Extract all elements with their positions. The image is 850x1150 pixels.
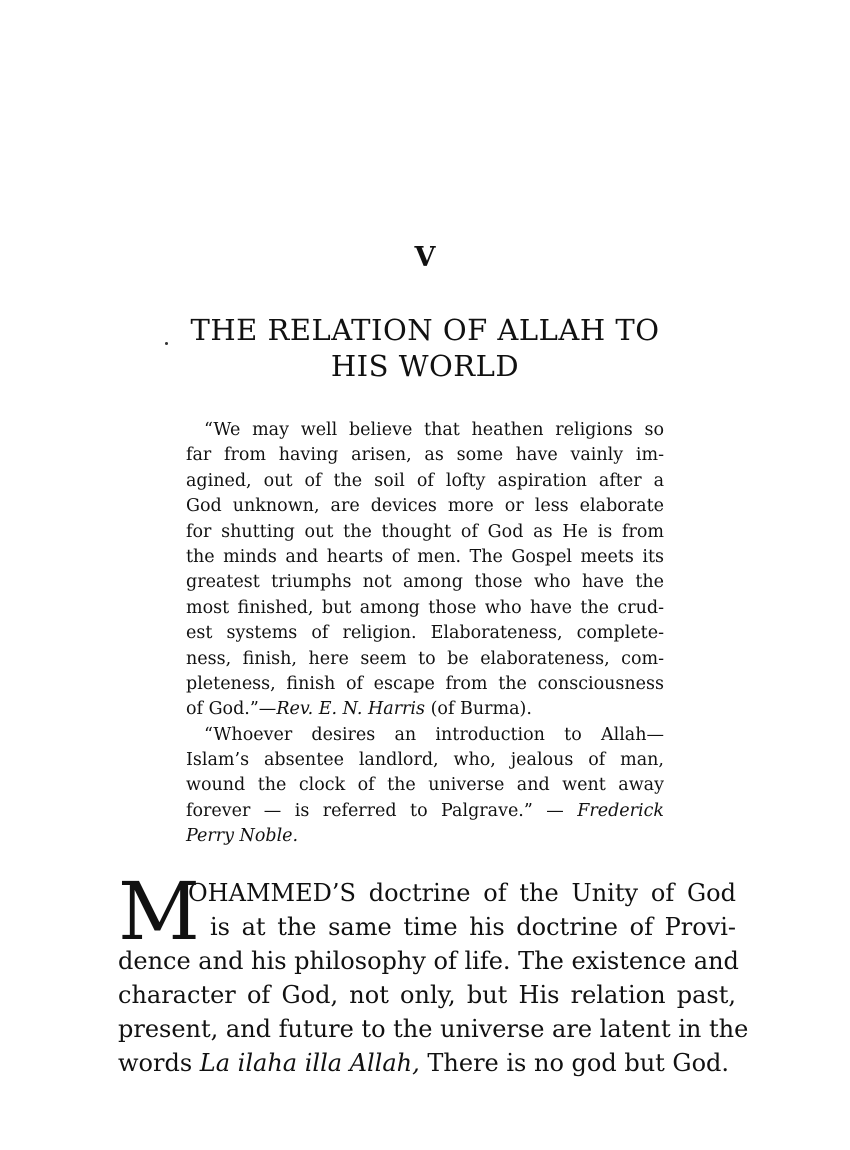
epigraph-attribution-line <box>186 799 664 824</box>
epigraph-line: “We may well believe that heathen religions so <box>204 420 664 440</box>
epigraph-author: Perry Noble. <box>186 826 299 847</box>
epigraph-line: God unknown, are devices more or less elaborate <box>186 496 664 517</box>
epigraph-line: Islam’s absentee landlord, who, jealous of man, <box>186 750 664 771</box>
epigraph-block <box>186 418 664 850</box>
epigraph-line: the minds and hearts of men. The Gospel meets its <box>186 546 664 567</box>
body-line: OHAMMED’S doctrine of the Unity of God <box>188 879 736 907</box>
chapter-number: V <box>414 242 436 273</box>
body-line: dence and his philosophy of life. The existence and <box>118 947 739 975</box>
epigraph-attribution-line <box>186 824 664 849</box>
drop-cap: M <box>118 865 200 958</box>
epigraph-attribution-line <box>186 697 664 722</box>
body-line: character of God, not only, but His relation past, <box>118 981 736 1009</box>
epigraph-line: “Whoever desires an introduction to Allah— <box>204 724 664 745</box>
body-paragraph <box>118 865 749 1080</box>
body-line: present, and future to the universe are latent in the <box>118 1015 749 1043</box>
epigraph-line: greatest triumphs not among those who have the <box>186 572 664 593</box>
epigraph-line: wound the clock of the universe and went away <box>186 775 664 796</box>
epigraph-author: Frederick <box>577 800 664 821</box>
body-text: words <box>118 1049 200 1077</box>
epigraph-line: far from having arisen, as some have vainly im- <box>186 445 664 466</box>
epigraph-line: pleteness, finish of escape from the consciousness <box>186 673 664 694</box>
body-line: is at the same time his doctrine of Provi- <box>210 913 736 941</box>
chapter-title-line-2: HIS WORLD <box>330 349 520 383</box>
epigraph-author: Rev. E. N. Harris <box>276 699 426 720</box>
chapter-title-line-1: THE RELATION OF ALLAH TO <box>190 313 660 347</box>
epigraph-text: forever — is referred to Palgrave.” — <box>186 800 578 821</box>
epigraph-line: for shutting out the thought of God as He is from <box>186 521 664 542</box>
body-text: There is no god but God. <box>419 1049 730 1077</box>
epigraph-author-note: (of Burma). <box>425 699 532 720</box>
epigraph-line: most finished, but among those who have the crud- <box>186 597 664 618</box>
body-line-last <box>118 1046 736 1080</box>
epigraph-line: ness, finish, here seem to be elaborateness, com- <box>186 648 664 669</box>
epigraph-line: agined, out of the soil of lofty aspiration after a <box>186 470 664 491</box>
chapter-title <box>150 312 700 384</box>
arabic-phrase: La ilaha illa Allah, <box>199 1049 420 1077</box>
epigraph-line: est systems of religion. Elaborateness, complete- <box>186 623 664 644</box>
epigraph-text: of God.”— <box>186 699 277 720</box>
